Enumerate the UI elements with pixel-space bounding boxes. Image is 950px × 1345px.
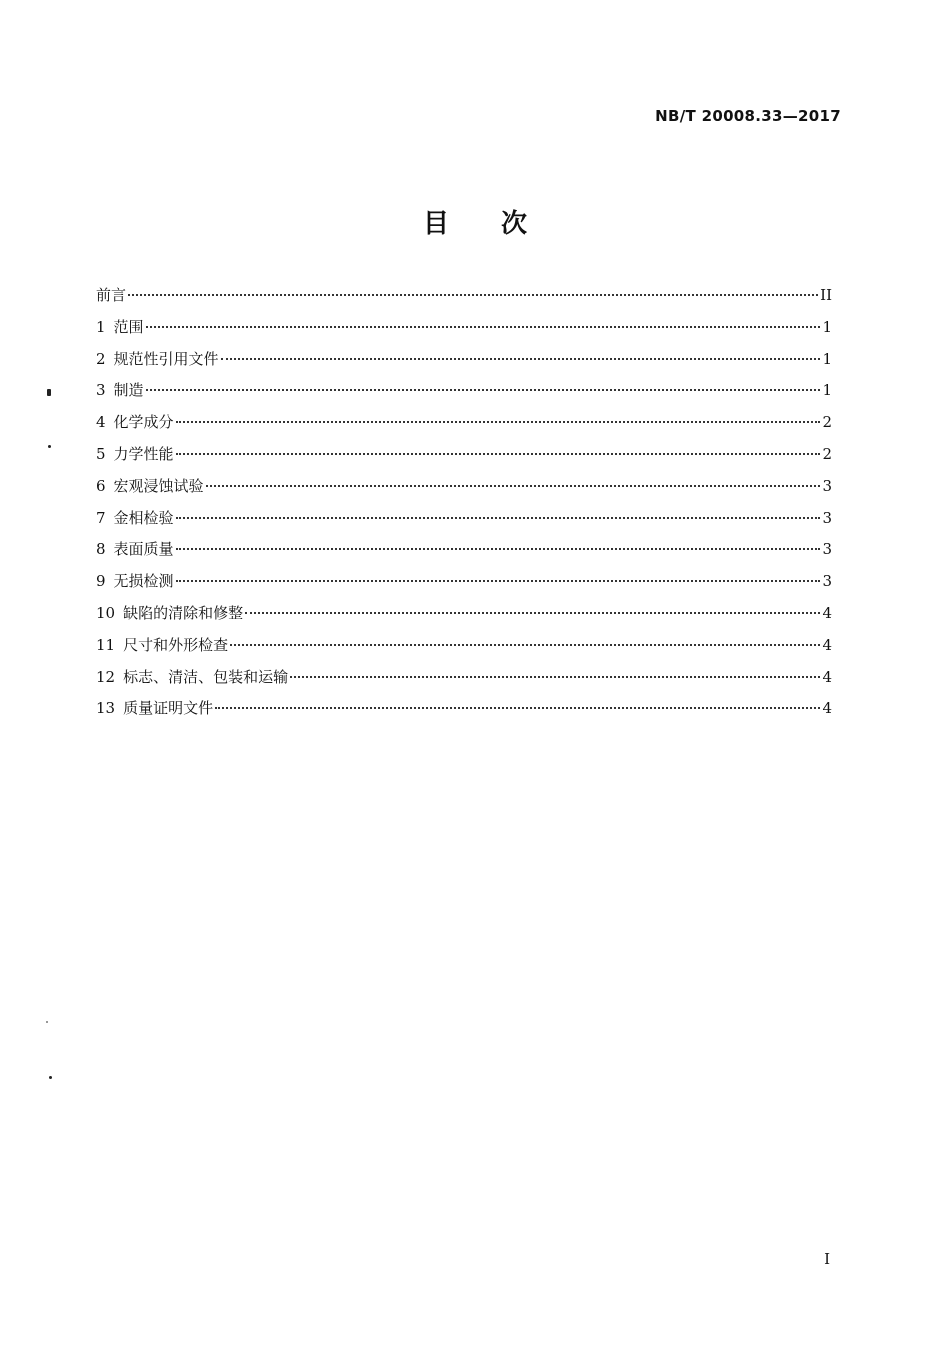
toc-entry-5[interactable]	[96, 443, 832, 475]
toc-entry-label: 力学性能	[113, 444, 174, 463]
toc-entry-11[interactable]	[96, 634, 832, 666]
toc-entry-foreword[interactable]	[96, 284, 832, 316]
title-char-1: 目	[422, 209, 449, 239]
toc-entry-1[interactable]	[96, 316, 832, 348]
toc-entry-number: 11	[96, 635, 116, 654]
toc-entry-label: 范围	[113, 317, 144, 336]
toc-leader-dots	[176, 421, 821, 423]
toc-entry-page: 4	[822, 667, 832, 686]
toc-entry-number: 4	[96, 413, 106, 432]
toc-entry-page: 3	[822, 508, 832, 527]
toc-entry-label: 缺陷的清除和修整	[123, 603, 244, 622]
table-of-contents	[96, 284, 832, 729]
toc-entry-12[interactable]	[96, 666, 832, 698]
toc-entry-page: 1	[822, 317, 832, 336]
toc-entry-number: 5	[96, 444, 106, 463]
scan-speck	[46, 1021, 48, 1023]
toc-entry-8[interactable]	[96, 538, 832, 570]
page-number: I	[824, 1250, 830, 1268]
scan-speck	[49, 1076, 52, 1079]
toc-entry-number: 13	[96, 699, 116, 718]
toc-entry-number: 12	[96, 667, 116, 686]
toc-leader-dots	[245, 612, 820, 614]
toc-entry-label: 规范性引用文件	[113, 349, 219, 368]
toc-entry-number: 9	[96, 572, 106, 591]
scan-speck	[47, 389, 51, 396]
toc-leader-dots	[221, 358, 821, 360]
toc-entry-3[interactable]	[96, 379, 832, 411]
toc-leader-dots	[146, 326, 821, 328]
toc-entry-number: 3	[96, 381, 106, 400]
toc-leader-dots	[146, 389, 821, 391]
toc-leader-dots	[176, 453, 821, 455]
toc-leader-dots	[215, 707, 820, 709]
toc-entry-number: 7	[96, 508, 106, 527]
standard-code: NB/T 20008.33—2017	[655, 107, 841, 125]
toc-entry-number: 6	[96, 476, 106, 495]
toc-leader-dots	[290, 676, 820, 678]
scan-speck	[48, 445, 51, 448]
toc-entry-label: 化学成分	[113, 413, 174, 432]
toc-entry-page: 3	[822, 540, 832, 559]
toc-entry-label: 质量证明文件	[123, 699, 214, 718]
toc-entry-label: 尺寸和外形检查	[123, 635, 229, 654]
toc-entry-label: 宏观浸蚀试验	[113, 476, 204, 495]
toc-entry-page: 3	[822, 476, 832, 495]
toc-entry-label: 金相检验	[113, 508, 174, 527]
page-title	[0, 203, 950, 240]
toc-leader-dots	[230, 644, 820, 646]
toc-entry-6[interactable]	[96, 475, 832, 507]
toc-leader-dots	[176, 517, 821, 519]
toc-entry-13[interactable]	[96, 697, 832, 729]
toc-entry-label: 制造	[113, 381, 144, 400]
toc-entry-number: 2	[96, 349, 106, 368]
toc-entry-page: 4	[822, 699, 832, 718]
toc-entry-label: 标志、清洁、包装和运输	[123, 667, 289, 686]
title-char-2: 次	[501, 209, 528, 239]
toc-leader-dots	[176, 548, 821, 550]
toc-entry-9[interactable]	[96, 570, 832, 602]
toc-entry-page: 2	[822, 444, 832, 463]
toc-leader-dots	[176, 580, 821, 582]
toc-entry-label: 表面质量	[113, 540, 174, 559]
toc-entry-page: 2	[822, 413, 832, 432]
toc-entry-page: 3	[822, 572, 832, 591]
toc-entry-number: 1	[96, 317, 106, 336]
toc-entry-page: 4	[822, 635, 832, 654]
toc-entry-10[interactable]	[96, 602, 832, 634]
toc-entry-label: 前言	[96, 286, 127, 304]
toc-entry-page: II	[820, 286, 832, 304]
toc-entry-page: 1	[822, 349, 832, 368]
toc-entry-number: 10	[96, 603, 116, 622]
toc-entry-7[interactable]	[96, 507, 832, 539]
toc-entry-page: 1	[822, 381, 832, 400]
toc-entry-2[interactable]	[96, 348, 832, 380]
toc-leader-dots	[206, 485, 821, 487]
toc-entry-number: 8	[96, 540, 106, 559]
toc-entry-label: 无损检测	[113, 572, 174, 591]
toc-entry-page: 4	[822, 603, 832, 622]
toc-leader-dots	[128, 294, 818, 296]
toc-entry-4[interactable]	[96, 411, 832, 443]
